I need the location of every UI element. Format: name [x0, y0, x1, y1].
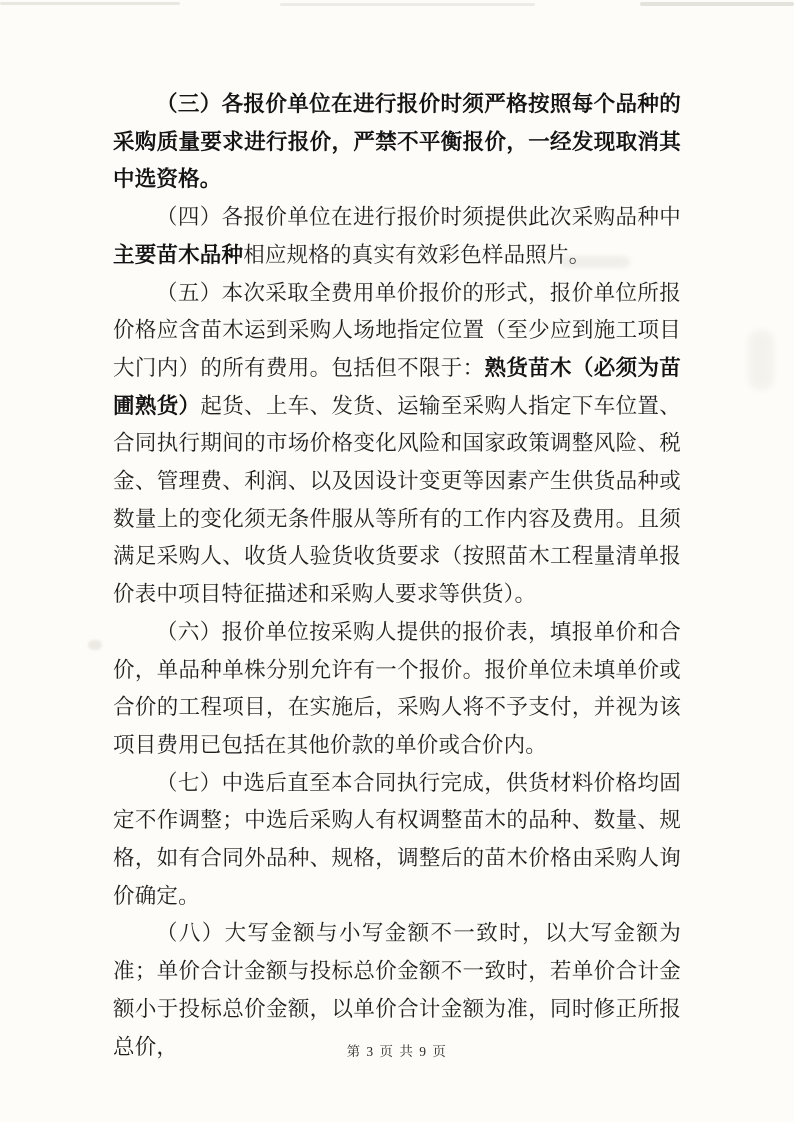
clause-8-text: （八）大写金额与小写金额不一致时，以大写金额为准；单价合计金额与投标总价金额不一致时，若单价合计金额小于投标总价金额，以单价合计金额为准，同时修正所报总价， [113, 921, 681, 1059]
clause-5-text-cont: 起货、上车、发货、运输至采购人指定下车位置、合同执行期间的市场价格变化风险和国家政策调整风险、税金、管理费、利润、以及因设计变更等因素产生供货品种或数量上的变化须无条件服从等所有的工作内容及费用。且须满足采购人、收货人验货收货要求（按照苗木工程量清单报价表中项目特征描述和采购人要求等供货）。 [113, 393, 681, 607]
scan-artifact [640, 2, 794, 6]
document-body [113, 86, 681, 1066]
clause-4-emphasis: 主要苗木品种 [113, 242, 244, 267]
scan-artifact [0, 2, 180, 5]
paragraph-clause-6 [113, 614, 681, 765]
paragraph-clause-4 [113, 199, 681, 274]
clause-7-text: （七）中选后直至本合同执行完成，供货材料价格均固定不作调整；中选后采购人有权调整苗木的品种、数量、规格，如有合同外品种、规格，调整后的苗木价格由采购人询价确定。 [113, 770, 681, 908]
clause-3-text: （三）各报价单位在进行报价时须严格按照每个品种的采购质量要求进行报价，严禁不平衡报价，一经发现取消其中选资格。 [113, 92, 681, 192]
scan-artifact [280, 3, 535, 6]
paragraph-clause-7 [113, 765, 681, 916]
clause-4-text-cont: 相应规格的真实有效彩色样品照片。 [243, 242, 591, 267]
clause-5-emphasis: 熟货苗木（必须为苗圃熟货） [113, 355, 681, 418]
clause-5-text: （五）本次采取全费用单价报价的形式，报价单位所报价格应含苗木运到采购人场地指定位置（至少应到施工项目大门内）的所有费用。包括但不限于： [113, 280, 681, 380]
paragraph-clause-3 [113, 86, 681, 199]
clause-6-text: （六）报价单位按采购人提供的报价表，填报单价和合价，单品种单株分别允许有一个报价。报价单位未填单价或合价的工程项目，在实施后，采购人将不予支付，并视为该项目费用已包括在其他价款的单价或合价内。 [113, 619, 681, 757]
scan-artifact [748, 330, 774, 390]
paragraph-clause-5 [113, 275, 681, 614]
clause-4-text: （四）各报价单位在进行报价时须提供此次采购品种中 [156, 205, 681, 230]
scan-artifact [88, 640, 102, 650]
page-number: 第 3 页 共 9 页 [346, 1044, 448, 1059]
